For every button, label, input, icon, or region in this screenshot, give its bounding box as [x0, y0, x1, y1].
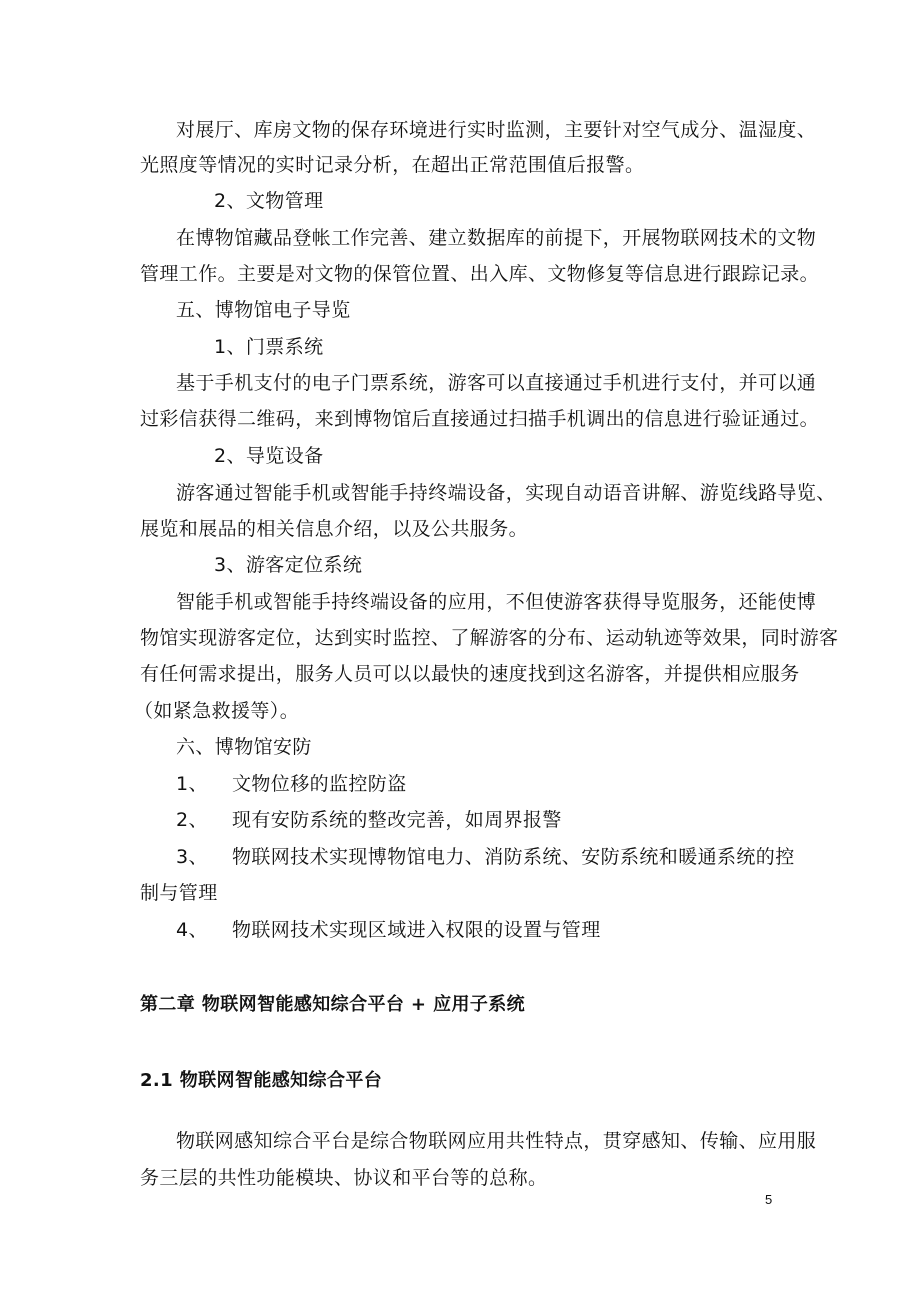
- section-heading: 五、博物馆电子导览: [176, 299, 351, 321]
- paragraph-line: 有任何需求提出，服务人员可以以最快的速度找到这名游客，并提供相应服务: [140, 663, 800, 685]
- paragraph-line: 光照度等情况的实时记录分析，在超出正常范围值后报警。: [140, 154, 645, 176]
- list-item: [176, 918, 601, 942]
- paragraph-line: （如紧急救援等）。: [134, 700, 300, 722]
- paragraph-line: 展览和展品的相关信息介绍，以及公共服务。: [140, 518, 529, 540]
- list-text: 文物位移的监控防盗: [232, 773, 407, 795]
- paragraph-line: 务三层的共性功能模块、协议和平台等的总称。: [140, 1167, 548, 1189]
- paragraph-line: 基于手机支付的电子门票系统，游客可以直接通过手机进行支付，并可以通: [176, 372, 817, 394]
- list-number: 3、: [176, 846, 208, 868]
- paragraph-line: 物馆实现游客定位，达到实时监控、了解游客的分布、运动轨迹等效果，同时游客: [140, 627, 839, 649]
- paragraph-line: 对展厅、库房文物的保存环境进行实时监测，主要针对空气成分、温湿度、: [176, 119, 817, 141]
- list-number: 4、: [176, 919, 208, 941]
- list-number: 1、: [176, 773, 208, 795]
- paragraph-line: 在博物馆藏品登帐工作完善、建立数据库的前提下，开展物联网技术的文物: [176, 227, 817, 249]
- list-text: 现有安防系统的整改完善，如周界报警: [232, 809, 562, 831]
- list-number: 2、: [176, 809, 208, 831]
- paragraph-line: 过彩信获得二维码，来到博物馆后直接通过扫描手机调出的信息进行验证通过。: [140, 408, 820, 430]
- subheading: 3、游客定位系统: [214, 554, 363, 576]
- list-item: [176, 808, 562, 832]
- page-number: 5: [765, 1192, 773, 1207]
- subheading: 2、文物管理: [214, 190, 324, 212]
- list-item: [176, 845, 795, 869]
- list-item: [176, 772, 407, 796]
- paragraph-line: 管理工作。主要是对文物的保管位置、出入库、文物修复等信息进行跟踪记录。: [140, 263, 820, 285]
- list-text: 物联网技术实现区域进入权限的设置与管理: [232, 919, 601, 941]
- paragraph-line: 物联网感知综合平台是综合物联网应用共性特点，贯穿感知、传输、应用服: [176, 1130, 817, 1152]
- section-heading-2-1: 2.1 物联网智能感知综合平台: [140, 1070, 383, 1091]
- list-continuation: 制与管理: [140, 882, 218, 904]
- chapter-heading: 第二章 物联网智能感知综合平台 + 应用子系统: [140, 994, 526, 1015]
- paragraph-line: 智能手机或智能手持终端设备的应用，不但使游客获得导览服务，还能使博: [176, 591, 817, 613]
- paragraph-line: 游客通过智能手机或智能手持终端设备，实现自动语音讲解、游览线路导览、: [176, 482, 836, 504]
- list-text: 物联网技术实现博物馆电力、消防系统、安防系统和暖通系统的控: [232, 846, 795, 868]
- section-heading: 六、博物馆安防: [176, 736, 312, 758]
- subheading: 2、导览设备: [214, 445, 324, 467]
- subheading: 1、门票系统: [214, 336, 324, 358]
